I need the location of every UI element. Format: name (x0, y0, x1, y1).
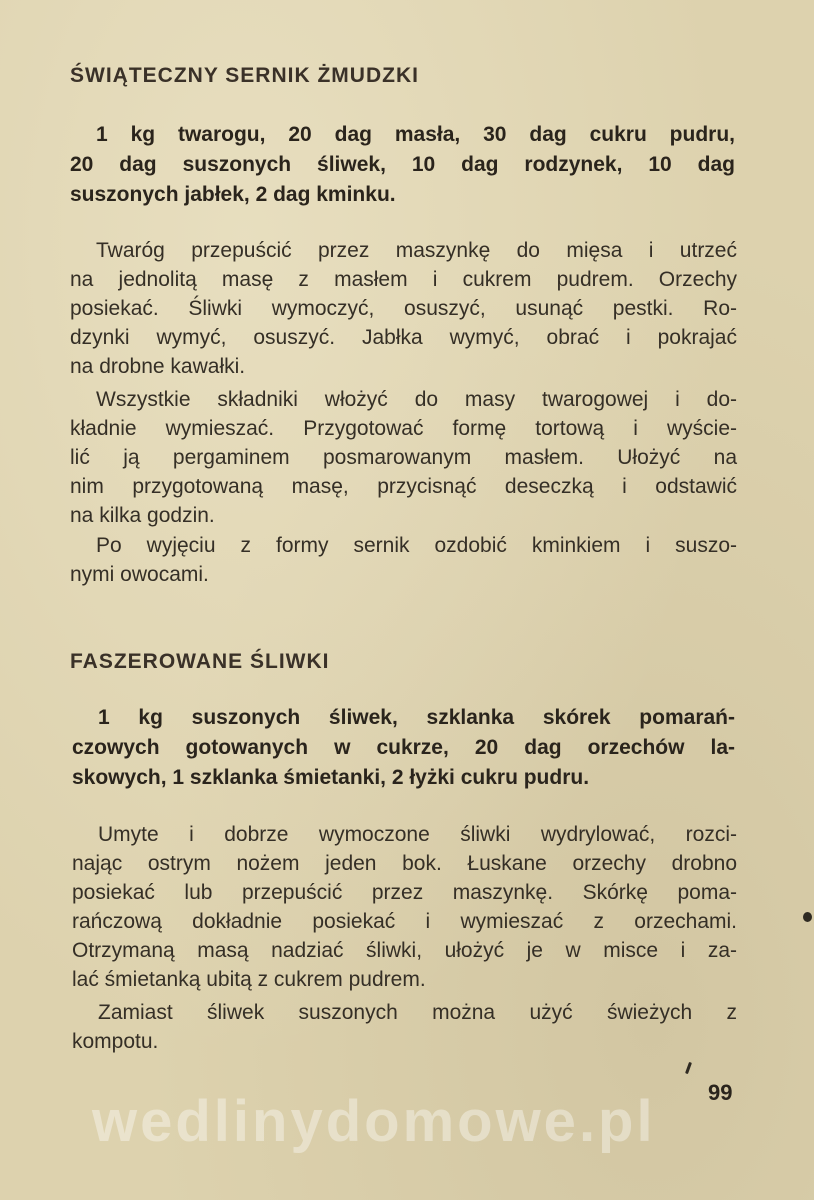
text-line: Wszystkie składniki włożyć do masy twarogowej i do- (96, 388, 737, 411)
text-line: posiekać. Śliwki wymoczyć, osuszyć, usunąć pestki. Ro- (70, 297, 737, 320)
text-line: kompotu. (72, 1030, 159, 1053)
text-line: nim przygotowaną masę, przycisnąć deseczką i odstawić (70, 475, 737, 498)
text-line: Po wyjęciu z formy sernik ozdobić kminkiem i suszo- (96, 534, 737, 557)
recipe-2-step-2 (72, 998, 737, 1056)
recipe-2-ingredients (72, 703, 735, 793)
text-line: Otrzymaną masą nadziać śliwki, ułożyć je w misce i za- (72, 939, 737, 962)
page-number: 99 (708, 1080, 733, 1105)
text-line: rańczową dokładnie posiekać i wymieszać z orzechami. (72, 910, 737, 933)
text-line: lić ją pergaminem posmarowanym masłem. Ułożyć na (70, 446, 737, 469)
recipe-2-step-1 (72, 820, 737, 994)
watermark: wedlinydomowe.pl (92, 1089, 656, 1154)
text-line: na drobne kawałki. (70, 355, 246, 378)
text-line: Umyte i dobrze wymoczone śliwki wydrylować, rozci- (98, 823, 737, 846)
ingredients-line: 20 dag suszonych śliwek, 10 dag rodzynek, 10 dag (70, 153, 735, 176)
text-line: Zamiast śliwek suszonych można użyć świeżych z (98, 1001, 737, 1024)
text-line: dzynki wymyć, osuszyć. Jabłka wymyć, obrać i pokrajać (70, 326, 737, 349)
text-line: lać śmietanką ubitą z cukrem pudrem. (72, 968, 426, 991)
recipe-2-title: FASZEROWANE ŚLIWKI (70, 650, 330, 673)
ink-mark (685, 1062, 692, 1074)
recipe-1-step-1 (70, 236, 737, 381)
ink-speck (803, 912, 812, 922)
ingredients-line: czowych gotowanych w cukrze, 20 dag orzechów la- (72, 736, 735, 759)
text-line: kładnie wymieszać. Przygotować formę tortową i wyście- (70, 417, 737, 440)
recipe-1-ingredients (70, 120, 735, 210)
text-line: posiekać lub przepuścić przez maszynkę. Skórkę poma- (72, 881, 737, 904)
text-line: Twaróg przepuścić przez maszynkę do mięsa i utrzeć (96, 239, 737, 262)
ingredients-line: skowych, 1 szklanka śmietanki, 2 łyżki cukru pudru. (72, 766, 590, 789)
text-line: nymi owocami. (70, 563, 209, 586)
ingredients-line: 1 kg suszonych śliwek, szklanka skórek pomarań- (98, 706, 735, 729)
text-line: na kilka godzin. (70, 504, 215, 527)
ingredients-line: 1 kg twarogu, 20 dag masła, 30 dag cukru pudru, (96, 123, 735, 146)
text-line: nając ostrym nożem jeden bok. Łuskane orzechy drobno (72, 852, 737, 875)
recipe-1-title: ŚWIĄTECZNY SERNIK ŻMUDZKI (70, 64, 419, 87)
ingredients-line: suszonych jabłek, 2 dag kminku. (70, 183, 396, 206)
text-line: na jednolitą masę z masłem i cukrem pudrem. Orzechy (70, 268, 737, 291)
recipe-1-step-3 (70, 531, 737, 589)
recipe-1-step-2 (70, 385, 737, 530)
